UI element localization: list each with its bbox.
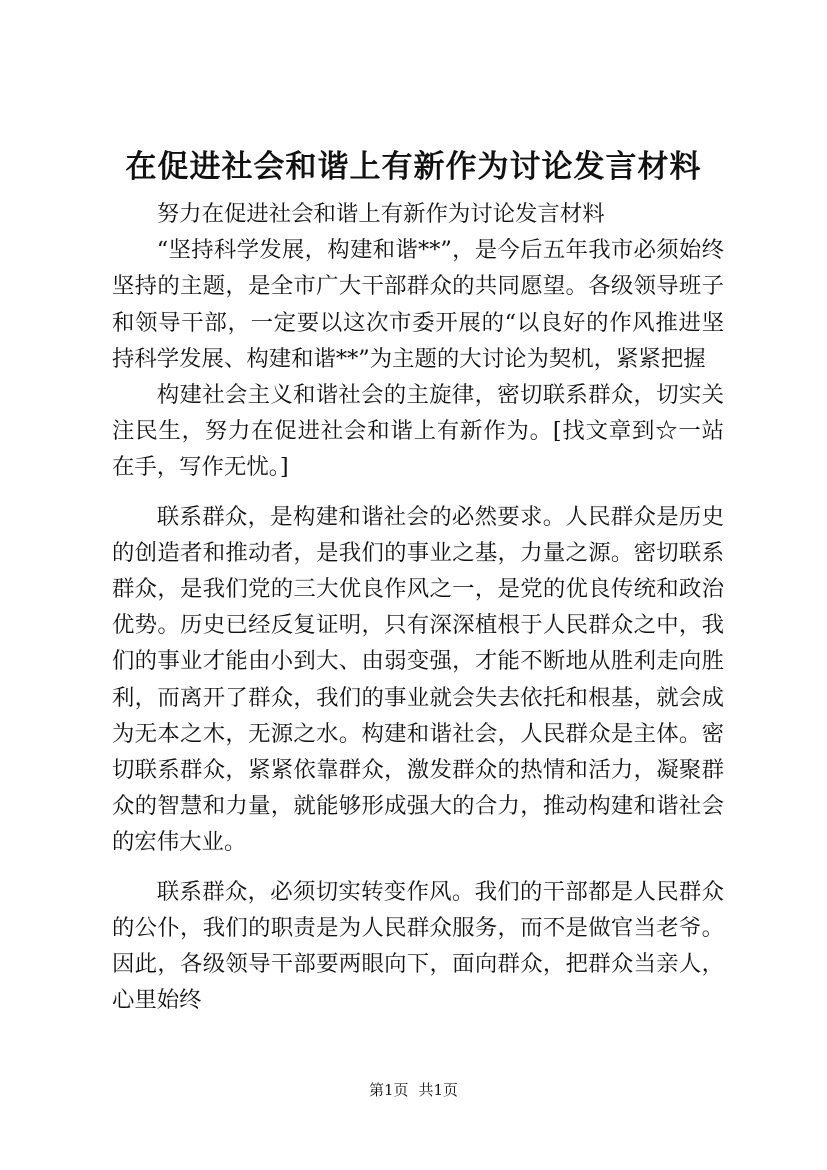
document-body [112, 196, 724, 1018]
body-paragraph: 联系群众，必须切实转变作风。我们的干部都是人民群众的公仆，我们的职责是为人民群众服务，而不是做官当老爷。因此，各级领导干部要两眼向下，面向群众，把群众当亲人，心里始终 [112, 878, 724, 1014]
page-number: 第1页 [368, 1081, 409, 1099]
subtitle-paragraph: 努力在促进社会和谐上有新作为讨论发言材料 [156, 201, 605, 227]
page-footer [0, 1080, 827, 1100]
page-total: 共1页 [418, 1081, 459, 1099]
body-paragraph: 联系群众，是构建和谐社会的必然要求。人民群众是历史的创造者和推动者，是我们的事业之基，力量之源。密切联系群众，是我们党的三大优良作风之一，是党的优良传统和政治优势。历史已经反复证明，只有深深植根于人民群众之中，我们的事业才能由小到大、由弱变强，才能不断地从胜利走向胜利，而离开了群众，我们的事业就会失去依托和根基，就会成为无本之木，无源之水。构建和谐社会，人民群众是主体。密切联系群众，紧紧依靠群众，激发群众的热情和活力，凝聚群众的智慧和力量，就能够形成强大的合力，推动构建和谐社会的宏伟大业。 [112, 503, 724, 856]
body-paragraph: “坚持科学发展，构建和谐**”，是今后五年我市必须始终坚持的主题，是全市广大干部群众的共同愿望。各级领导班子和领导干部，一定要以这次市委开展的“以良好的作风推进坚持科学发展、构建和谐**”为主题的大讨论为契机，紧紧把握 [112, 237, 724, 372]
document-title: 在促进社会和谐上有新作为讨论发言材料 [125, 149, 702, 185]
body-paragraph: 构建社会主义和谐社会的主旋律，密切联系群众，切实关注民生，努力在促进社会和谐上有新作为。[找文章到☆一站在手，写作无忧。] [112, 382, 724, 481]
